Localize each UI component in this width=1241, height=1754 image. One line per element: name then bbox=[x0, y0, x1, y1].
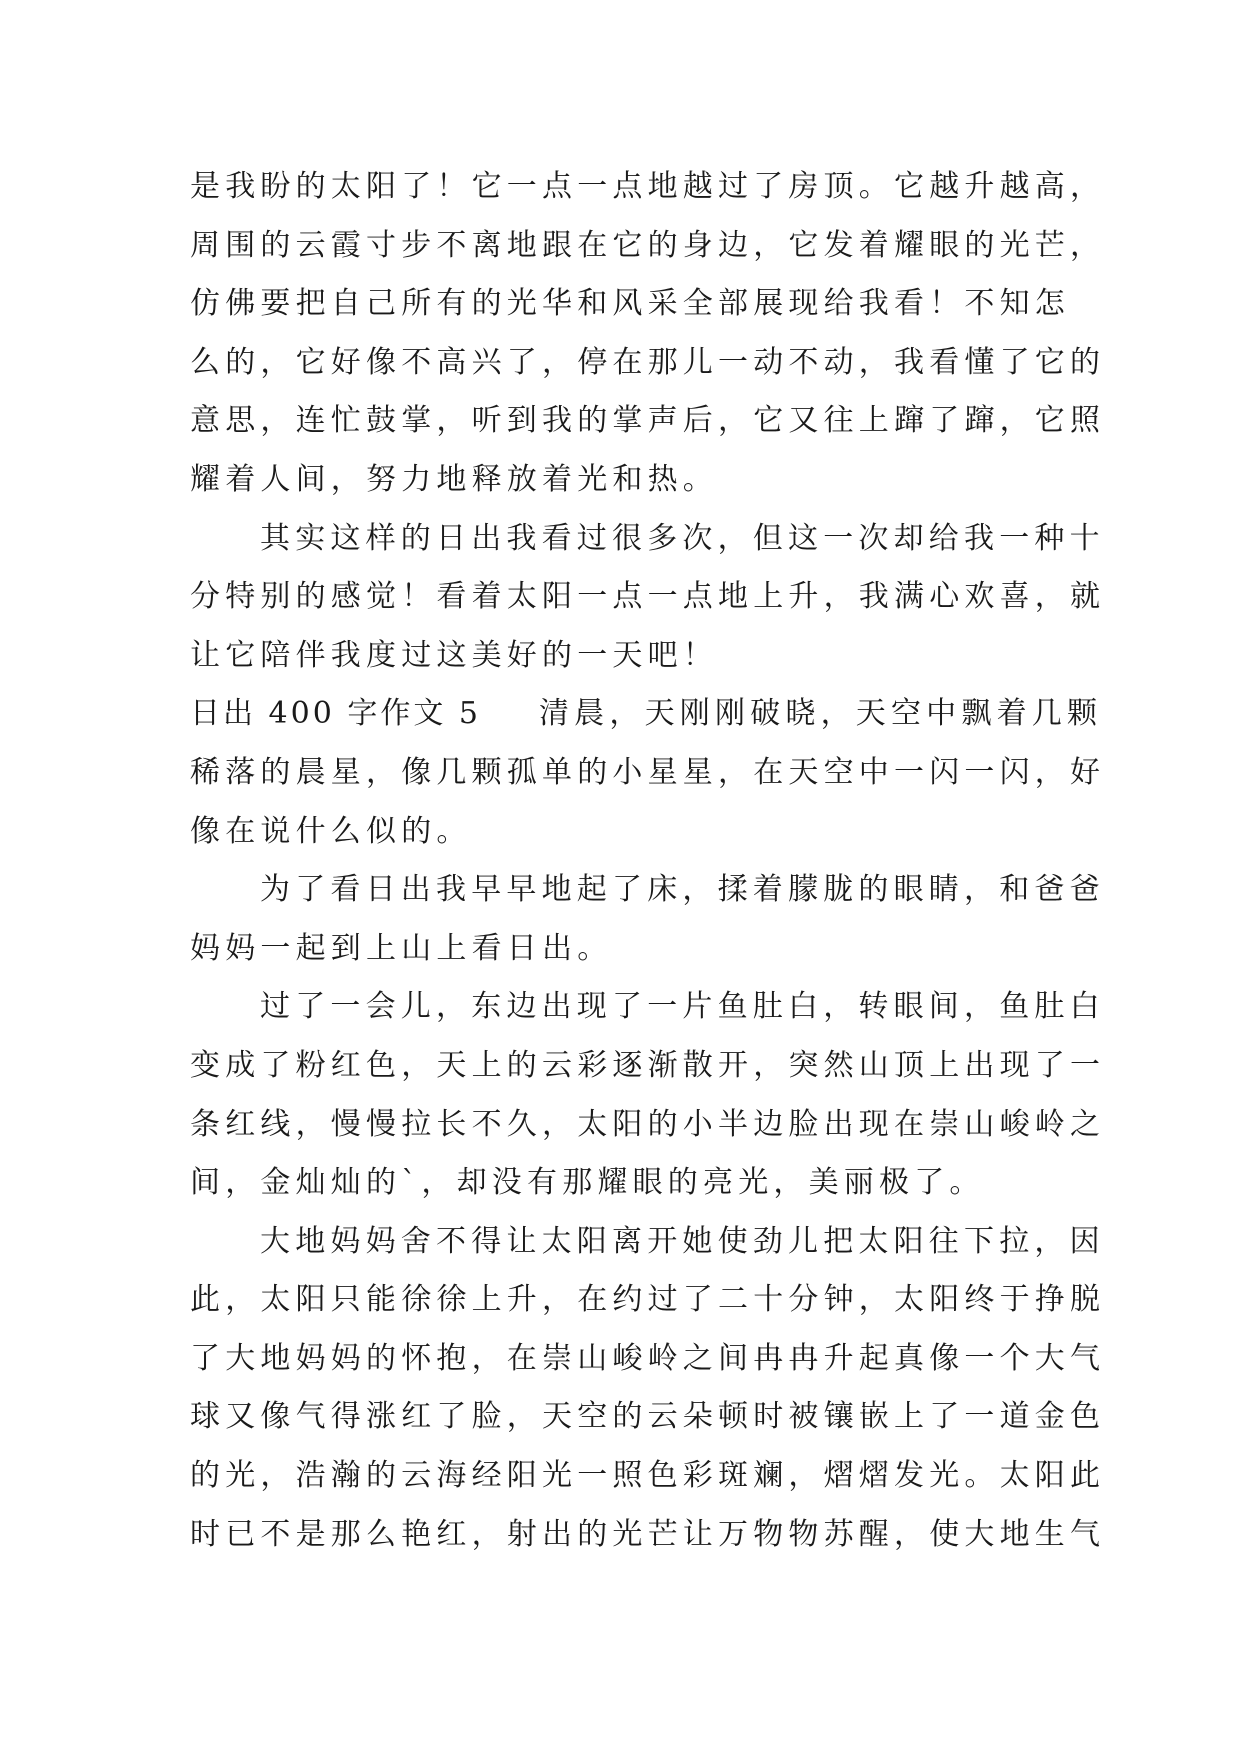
paragraph-first-line: 大地妈妈舍不得让太阳离开她使劲儿把太阳往下拉，因 bbox=[260, 1223, 1105, 1259]
text-line: 稀落的晨星，像几颗孤单的小星星，在天空中一闪一闪，好 bbox=[190, 754, 1106, 790]
text-line: 妈妈一起到上山上看日出。 bbox=[190, 930, 613, 966]
essay-title: 日出 400 字作文 5 bbox=[190, 696, 481, 732]
paragraph-first-line: 过了一会儿，东边出现了一片鱼肚白，转眼间，鱼肚白 bbox=[260, 989, 1105, 1025]
text-line: 间，金灿灿的`，却没有那耀眼的亮光，美丽极了。 bbox=[190, 1165, 985, 1201]
text-line: 是我盼的太阳了！它一点一点地越过了房顶。它越升越高， bbox=[190, 169, 1106, 204]
text-line: 的光，浩瀚的云海经阳光一照色彩斑斓，熠熠发光。太阳此 bbox=[190, 1458, 1106, 1494]
text-line: 分特别的感觉！看着太阳一点一点地上升，我满心欢喜，就 bbox=[190, 579, 1106, 615]
text-line: 仿佛要把自己所有的光华和风采全部展现给我看！不知怎 bbox=[190, 286, 1070, 322]
text-line: 球又像气得涨红了脸，天空的云朵顿时被镶嵌上了一道金色 bbox=[190, 1399, 1106, 1435]
text-line: 时已不是那么艳红，射出的光芒让万物物苏醒，使大地生气 bbox=[190, 1516, 1106, 1552]
text-line: 意思，连忙鼓掌，听到我的掌声后，它又往上蹿了蹿，它照 bbox=[190, 403, 1106, 439]
text-line: 周围的云霞寸步不离地跟在它的身边，它发着耀眼的光芒， bbox=[190, 227, 1106, 263]
text-line: 此，太阳只能徐徐上升，在约过了二十分钟，太阳终于挣脱 bbox=[190, 1282, 1106, 1318]
text-line: 变成了粉红色，天上的云彩逐渐散开，突然山顶上出现了一 bbox=[190, 1047, 1106, 1083]
text-line: 么的，它好像不高兴了，停在那儿一动不动，我看懂了它的 bbox=[190, 344, 1106, 380]
paragraph-first-line: 为了看日出我早早地起了床，揉着朦胧的眼睛，和爸爸 bbox=[260, 872, 1105, 908]
text-line: 像在说什么似的。 bbox=[190, 813, 472, 849]
essay-body bbox=[190, 158, 1106, 1564]
essay-heading-line bbox=[190, 685, 1103, 744]
text-line: 耀着人间，努力地释放着光和热。 bbox=[190, 461, 718, 497]
text-line: 了大地妈妈的怀抱，在崇山峻岭之间冉冉升起真像一个大气 bbox=[190, 1340, 1106, 1376]
paragraph-first-line: 其实这样的日出我看过很多次，但这一次却给我一种十 bbox=[260, 520, 1105, 556]
heading-line-text: 清晨，天刚刚破晓，天空中飘着几颗 bbox=[538, 696, 1103, 732]
text-line: 让它陪伴我度过这美好的一天吧！ bbox=[190, 637, 718, 673]
text-line: 条红线，慢慢拉长不久，太阳的小半边脸出现在崇山峻岭之 bbox=[190, 1106, 1106, 1142]
